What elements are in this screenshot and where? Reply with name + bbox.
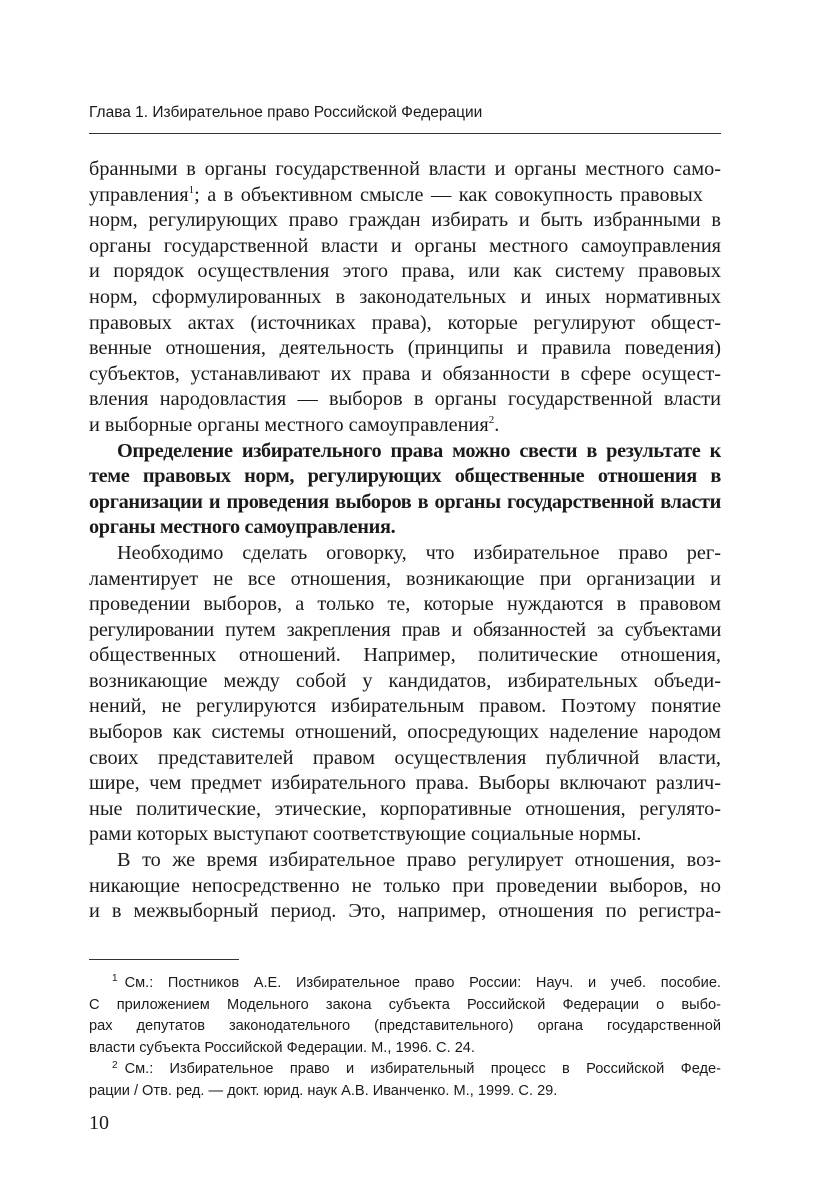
text-line: общественных отношений. Например, политические отношения,	[89, 644, 721, 667]
text-line: и порядок осуществления этого права, или как систему правовых	[89, 260, 721, 283]
footnote-separator	[89, 959, 239, 960]
text-line: и в межвыборный период. Это, например, отношения по регистра-	[89, 900, 721, 923]
text-line: регулировании путем закрепления прав и обязанностей за субъектами	[89, 618, 721, 641]
text-line: венные отношения, деятельность (принципы и правила поведения)	[89, 337, 721, 360]
text-line: проведении выборов, а только те, которые нуждаются в правовом	[89, 593, 721, 616]
text-line: норм, регулирующих право граждан избирать и быть избранными в	[89, 209, 721, 232]
text-line: выборов как системы отношений, опосредующих наделение народом	[89, 721, 721, 744]
footnote-2-mark: 2	[112, 1059, 118, 1071]
footnote-1-line: рах депутатов законодательного (представительного) органа государственной	[89, 1018, 721, 1035]
text-fragment: ; а в объективном смысле — как совокупность правовых	[194, 183, 703, 206]
text-line: норм, сформулированных в законодательных и иных нормативных	[89, 285, 721, 308]
footnote-reference[interactable]: 1	[188, 183, 195, 196]
text-line: ные политические, этические, корпоративные отношения, регулято-	[89, 797, 721, 820]
text-line: рами которых выступают соответствующие социальные нормы.	[89, 823, 642, 846]
text-fragment: .	[494, 413, 500, 436]
footnote-1-line	[89, 973, 721, 995]
text-line: правовых актах (источниках права), которые регулируют общест-	[89, 311, 721, 334]
text-line: Необходимо сделать оговорку, что избирательное право рег-	[117, 541, 721, 564]
footnote-1-line: власти субъекта Российской Федерации. М., 1996. С. 24.	[89, 1039, 475, 1056]
text-line: субъектов, устанавливают их права и обязанности в сфере осущест-	[89, 362, 721, 385]
text-line: никающие непосредственно не только при проведении выборов, но	[89, 874, 721, 897]
text-line: вления народовластия — выборов в органы государственной власти	[89, 388, 721, 411]
text-line	[89, 183, 721, 209]
footnotes	[89, 973, 721, 1103]
main-text	[89, 157, 721, 925]
footnote-text: См.: Постников А.Е. Избирательное право России: Науч. и учеб. пособие.	[124, 975, 721, 991]
running-head: Глава 1. Избирательное право Российской Федерации	[89, 102, 721, 134]
bold-definition-line: теме правовых норм, регулирующих общественные отношения в	[89, 465, 721, 488]
text-line	[89, 413, 721, 439]
footnote-2-line: рации / Отв. ред. — докт. юрид. наук А.В. Иванченко. М., 1999. С. 29.	[89, 1082, 558, 1099]
footnote-1-mark: 1	[112, 973, 118, 985]
bold-definition-line: органы местного самоуправления.	[89, 516, 396, 539]
footnote-1-line: С приложением Модельного закона субъекта Российской Федерации о выбо-	[89, 996, 721, 1013]
text-line: бранными в органы государственной власти и органы местного само-	[89, 158, 721, 180]
text-fragment: и выборные органы местного самоуправления	[89, 413, 489, 436]
text-line: ламентирует не все отношения, возникающие при организации и	[89, 567, 721, 590]
text-line: В то же время избирательное право регулирует отношения, воз-	[117, 849, 721, 872]
footnote-reference[interactable]: 2	[488, 414, 495, 427]
text-line: нений, не регулируются избирательным правом. Поэтому понятие	[89, 695, 721, 718]
text-line: своих представителей правом осуществления публичной власти,	[89, 746, 721, 769]
footnote-text: См.: Избирательное право и избирательный процесс в Российской Феде-	[124, 1061, 721, 1078]
text-line: органы государственной власти и органы местного самоуправления	[89, 234, 721, 257]
text-line: шире, чем предмет избирательного права. Выборы включают различ-	[89, 772, 721, 795]
text-line: возникающие между собой у кандидатов, избирательных объеди-	[89, 669, 721, 692]
text-fragment: управления	[89, 183, 189, 206]
bold-definition-line: Определение избирательного права можно свести в результате к	[117, 439, 721, 462]
page-number: 10	[89, 1112, 109, 1134]
footnote-2-line	[89, 1059, 721, 1081]
bold-definition-line: организации и проведения выборов в органы государственной власти	[89, 490, 721, 513]
